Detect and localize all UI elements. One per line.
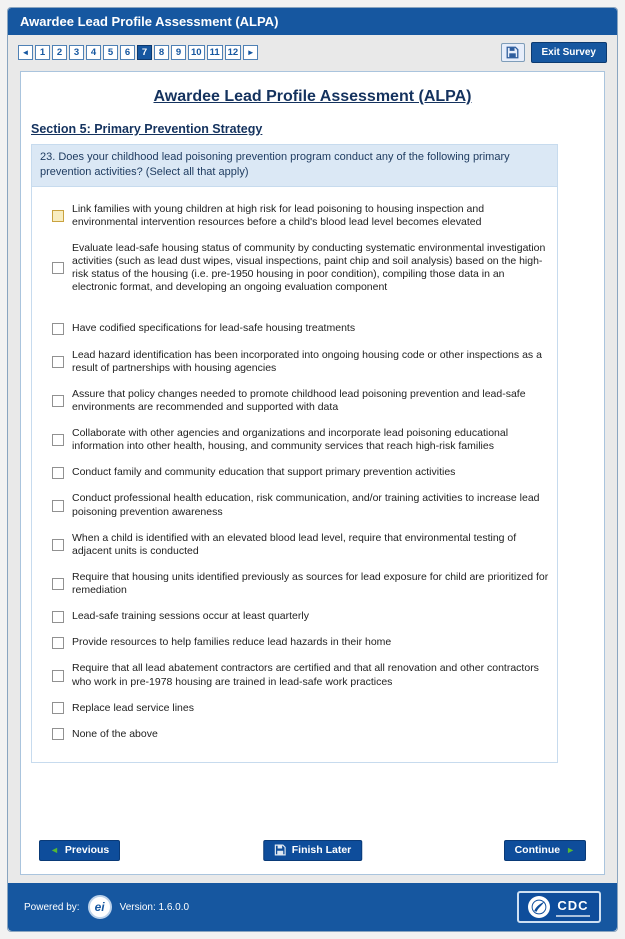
version-label: Version: 1.6.0.0 <box>119 901 190 913</box>
page-button-2[interactable]: 2 <box>52 45 67 60</box>
page-button-12[interactable]: 12 <box>225 45 242 60</box>
option-label: Replace lead service lines <box>72 701 194 714</box>
pagination-pages <box>35 45 241 60</box>
checkbox-option <box>52 427 551 453</box>
option-label: Conduct family and community education that support primary prevention activities <box>72 466 456 479</box>
previous-button[interactable] <box>39 840 120 861</box>
option-label: Have codified specifications for lead-safe housing treatments <box>72 322 356 335</box>
checkbox[interactable] <box>52 539 64 551</box>
arrow-left-icon: ◄ <box>50 844 59 855</box>
exit-survey-button[interactable]: Exit Survey <box>531 42 607 63</box>
checkbox[interactable] <box>52 637 64 649</box>
option-label: Evaluate lead-safe housing status of community by conducting systematic environmental investigation activities (such as lead dust wipes, visual inspections, paint chip and soil analysis) based on the high-risk status of the housing (i.e. pre-1950 housing in poor condition), compiling those data in an electronic format, and developing an ongoing evaluation component <box>72 241 546 294</box>
page-button-9[interactable]: 9 <box>171 45 186 60</box>
page-next-button[interactable]: ► <box>243 45 258 60</box>
ei-logo: ei <box>88 895 112 919</box>
page-button-3[interactable]: 3 <box>69 45 84 60</box>
checkbox[interactable] <box>52 578 64 590</box>
continue-button[interactable] <box>504 840 586 861</box>
checkbox[interactable] <box>52 434 64 446</box>
option-label: Provide resources to help families reduce lead hazards in their home <box>72 636 392 649</box>
option-label: Assure that policy changes needed to promote childhood lead poisoning prevention and lead-safe environments are recommended and supported with data <box>72 387 526 413</box>
checkbox[interactable] <box>52 395 64 407</box>
checkbox[interactable] <box>52 611 64 623</box>
main-panel <box>20 71 605 875</box>
checkbox[interactable] <box>52 702 64 714</box>
checkbox[interactable] <box>52 210 64 222</box>
option-label: Lead-safe training sessions occur at least quarterly <box>72 610 309 623</box>
checkbox-option <box>52 322 551 335</box>
checkbox-option <box>52 349 551 375</box>
page-button-8[interactable]: 8 <box>154 45 169 60</box>
page-prev-button[interactable]: ◄ <box>18 45 33 60</box>
page-button-6[interactable]: 6 <box>120 45 135 60</box>
page-title: Awardee Lead Profile Assessment (ALPA) <box>153 88 472 105</box>
option-label: Collaborate with other agencies and organizations and incorporate lead poisoning educational information into other health, housing, and community services that reach high-risk families <box>72 427 509 453</box>
question-options <box>32 187 557 762</box>
option-label: Conduct professional health education, risk communication, and/or training activities to increase lead poisoning prevention awareness <box>72 492 540 518</box>
option-label: Require that housing units identified previously as sources for lead exposure for child are prioritized for remediation <box>72 570 549 597</box>
cdc-label: CDC <box>557 897 589 913</box>
checkbox-option <box>52 571 551 597</box>
page-button-11[interactable]: 11 <box>207 45 223 60</box>
checkbox[interactable] <box>52 500 64 512</box>
question-text: 23. Does your childhood lead poisoning prevention program conduct any of the following primary prevention activities? (Select all that apply) <box>32 145 557 187</box>
toolbar-right <box>501 42 607 63</box>
checkbox-option <box>52 203 551 229</box>
cdc-tagline-line <box>556 915 590 917</box>
page-button-7[interactable]: 7 <box>137 45 152 60</box>
arrow-right-icon: ► <box>566 844 575 855</box>
page-button-4[interactable]: 4 <box>86 45 101 60</box>
page-button-10[interactable]: 10 <box>188 45 205 60</box>
finish-later-button[interactable] <box>263 840 363 861</box>
option-label: When a child is identified with an elevated blood lead level, require that environmental testing of adjacent units is conducted <box>72 531 517 557</box>
checkbox-option <box>52 702 551 715</box>
checkbox[interactable] <box>52 467 64 479</box>
option-label: Lead hazard identification has been incorporated into ongoing housing code or other inspections as a result of partnerships with housing agencies <box>72 348 542 374</box>
option-label: None of the above <box>72 727 158 740</box>
hhs-emblem-icon <box>528 896 550 918</box>
cdc-logo <box>517 891 601 923</box>
checkbox-option <box>52 242 551 295</box>
checkbox-option <box>52 388 551 414</box>
checkbox-option <box>52 636 551 649</box>
pagination <box>18 45 258 60</box>
option-label: Link families with young children at high risk for lead poisoning to housing inspection and environmental intervention resources before a child's blood lead level becomes elevated <box>72 202 485 228</box>
finish-later-button-label: Finish Later <box>291 844 352 856</box>
powered-by-label: Powered by: <box>24 901 80 913</box>
option-label: Require that all lead abatement contractors are certified and that all renovation and other contractors who work in pre-1978 housing are trained in lead-safe work practices <box>72 662 539 688</box>
checkbox[interactable] <box>52 728 64 740</box>
checkbox-option <box>52 662 551 688</box>
survey-window <box>7 7 618 932</box>
page-button-1[interactable]: 1 <box>35 45 50 60</box>
footer <box>8 883 617 931</box>
checkbox-option <box>52 492 551 518</box>
floppy-icon <box>274 844 286 856</box>
checkbox[interactable] <box>52 356 64 368</box>
checkbox-option <box>52 728 551 741</box>
checkbox-option <box>52 610 551 623</box>
checkbox[interactable] <box>52 323 64 335</box>
page-button-5[interactable]: 5 <box>103 45 118 60</box>
nav-row <box>39 840 586 862</box>
continue-button-label: Continue <box>514 844 561 856</box>
checkbox[interactable] <box>52 262 64 274</box>
save-button[interactable] <box>501 43 525 62</box>
window-title: Awardee Lead Profile Assessment (ALPA) <box>8 8 617 35</box>
cdc-text-wrap <box>556 898 590 917</box>
floppy-icon <box>506 46 519 59</box>
previous-button-label: Previous <box>64 844 110 856</box>
checkbox-option <box>52 532 551 558</box>
checkbox[interactable] <box>52 670 64 682</box>
toolbar <box>8 35 617 69</box>
section-heading: Section 5: Primary Prevention Strategy <box>31 122 263 136</box>
checkbox-option <box>52 466 551 479</box>
question-box <box>31 144 558 763</box>
